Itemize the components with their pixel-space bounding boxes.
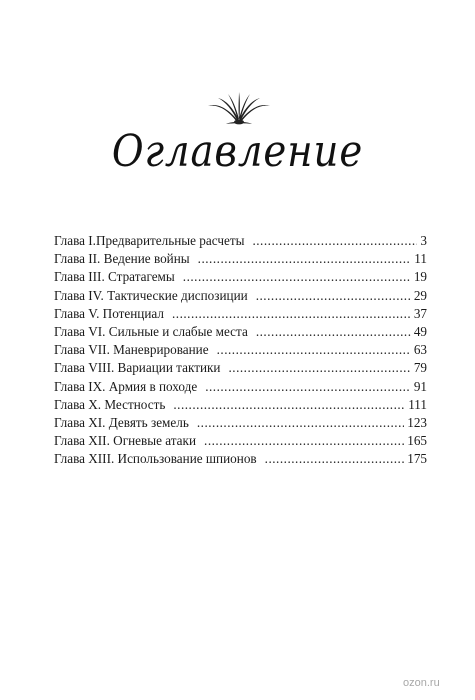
toc-leader-dots: [198, 250, 412, 268]
toc-entry-page: 11: [414, 251, 427, 267]
toc-entry: [54, 396, 427, 414]
toc-entry-page: 49: [413, 323, 427, 339]
toc-leader-dots: [256, 287, 411, 305]
toc-entry-title: Глава XII. Огневые атаки: [54, 433, 197, 449]
toc-entry: [54, 450, 427, 468]
toc-leader-dots: [228, 359, 410, 377]
toc-entry-title: Глава II. Ведение войны: [54, 251, 190, 267]
leaf-ornament-icon: [206, 92, 272, 126]
toc-leader-dots: [197, 414, 404, 432]
toc-leader-dots: [183, 268, 411, 286]
toc-entry-title: Глава IX. Армия в походе: [54, 378, 198, 394]
toc-entry-page: 3: [420, 233, 427, 248]
toc-entry-page: 111: [408, 396, 427, 412]
toc-leader-dots: [205, 378, 411, 396]
watermark: ozon.ru: [403, 677, 440, 689]
toc-entry-title: Глава XIII. Использование шпионов: [54, 451, 257, 467]
toc-entry-page: 29: [413, 287, 427, 303]
toc-entry: [54, 268, 427, 286]
toc-leader-dots: [265, 450, 405, 468]
toc-entry: [54, 359, 427, 377]
toc-entry-title: Глава IV. Тактические диспозиции: [54, 287, 248, 303]
toc-leader-dots: [217, 341, 411, 359]
toc-entry-title: Глава XI. Девять земель: [54, 414, 189, 430]
toc-entry-title: Глава V. Потенциал: [54, 305, 164, 321]
toc-entry-page: 19: [413, 269, 427, 285]
toc-entry-title: Глава VIII. Вариации тактики: [54, 360, 221, 376]
toc-entry-title: Глава VII. Маневрирование: [54, 342, 209, 358]
toc-entry-page: 91: [413, 378, 427, 394]
toc-entry-page: 63: [413, 342, 427, 358]
toc-leader-dots: [173, 396, 405, 414]
toc-entry: [54, 341, 427, 359]
toc-leader-dots: [252, 232, 417, 250]
toc-entry: [54, 287, 427, 305]
toc-leader-dots: [256, 323, 411, 341]
toc-entry-title: Глава VI. Сильные и слабые места: [54, 323, 248, 339]
table-of-contents: [54, 232, 427, 468]
toc-entry-title: Глава III. Стратагемы: [54, 269, 175, 285]
toc-entry-page: 165: [407, 433, 427, 449]
toc-entry: [54, 323, 427, 341]
toc-entry: [54, 305, 427, 323]
toc-entry-page: 175: [407, 451, 427, 467]
toc-leader-dots: [172, 305, 411, 323]
toc-entry-title: Глава I.Предварительные расчеты: [54, 233, 245, 248]
toc-entry: [54, 414, 427, 432]
toc-entry-page: 37: [413, 305, 427, 321]
toc-entry: [54, 432, 427, 450]
toc-entry-title: Глава X. Местность: [54, 396, 166, 412]
toc-leader-dots: [204, 432, 404, 450]
toc-entry-page: 79: [413, 360, 427, 376]
page-title: Оглавление: [111, 126, 364, 177]
toc-entry: [54, 250, 427, 268]
toc-entry: [54, 378, 427, 396]
toc-entry-page: 123: [407, 414, 427, 430]
toc-entry: [54, 232, 427, 250]
